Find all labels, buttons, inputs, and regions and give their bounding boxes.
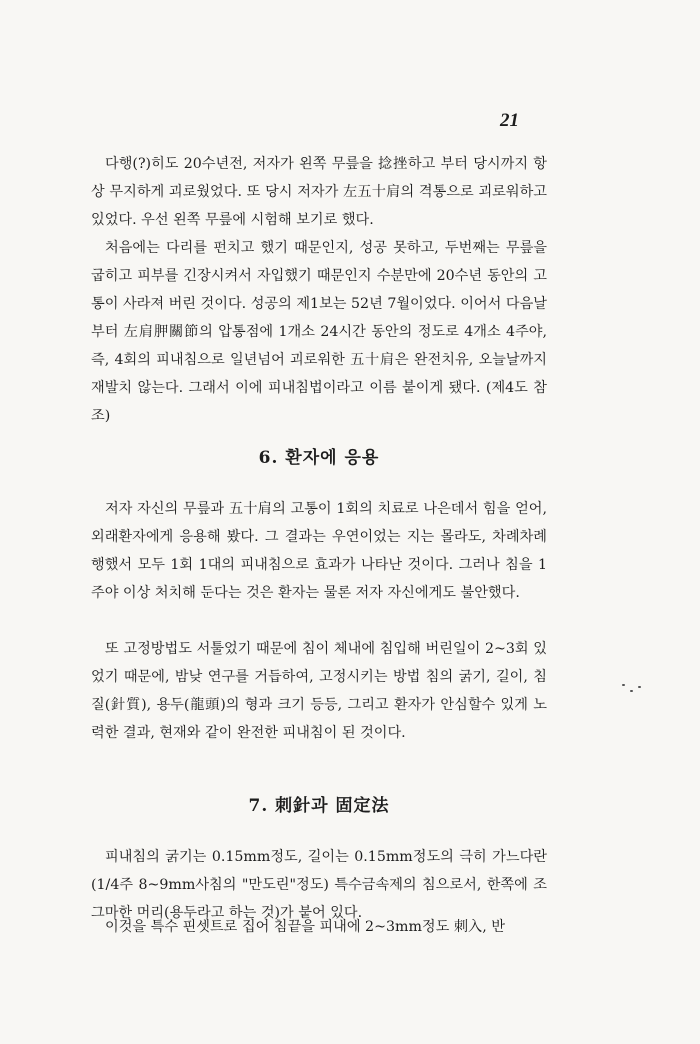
paragraph-text: 이것을 특수 핀셋트로 집어 침끝을 피내에 2~3mm정도 刺入, 반 [105,919,505,935]
paragraph-text: 처음에는 다리를 펀치고 했기 때문인지, 성공 못하고, 두번째는 무릎을 굽히고 피부를 긴장시켜서 자입했기 때문인지 수분만에 20수년 동안의 고통이 사라져 버린 것이다. 성공의 제1보는 52년 7월이었다. 이어서 다음날부터 左肩胛關節의 압통점에 1개소 24시간 동안의 정도로 4개소 4주야, 즉, 4회의 피내침으로 일년넘어 괴로워한 五十肩은 완전치유, 오늘날까지 재발치 않는다. 그래서 이에 피내침법이라고 이름 붙이게 됐다. (제4도 참조) [91,240,547,424]
page-number: 21 [500,110,519,131]
paragraph-text: 피내침의 굵기는 0.15mm정도, 길이는 0.15mm정도의 극히 가느다란 (1/4주 8~9mm사침의 "만도린"정도) 특수금속제의 침으로서, 한쪽에 조그마한 머리(용두라고 하는 것)가 붙어 있다. [91,849,547,921]
paragraph [91,150,547,234]
paragraph-text: 또 고정방법도 서툴었기 때문에 침이 체내에 침입해 버린일이 2~3회 있었기 때문에, 밤낮 연구를 거듭하여, 고정시키는 방법 침의 굵기, 길이, 침질(針質), 용두(龍頭)의 형과 크기 등등, 그리고 환자가 안심할수 있게 노력한 결과, 현재와 같이 완전한 피내침이 된 것이다. [91,641,547,741]
paragraph [91,495,547,607]
section-heading-7: 7. 刺針과 固定法 [248,796,390,816]
paragraph [91,234,547,430]
print-speck [630,690,633,692]
section-heading-6: 6. 환자에 응용 [258,448,380,468]
print-speck [638,686,641,688]
paragraph-text: 다행(?)히도 20수년전, 저자가 왼쪽 무릎을 捻挫하고 부터 당시까지 항상 무지하게 괴로웠었다. 또 당시 저자가 左五十肩의 격통으로 괴로워하고 있었다. 우선 왼쪽 무릎에 시험해 보기로 했다. [91,156,547,228]
paragraph-text: 저자 자신의 무릎과 五十肩의 고통이 1회의 치료로 나은데서 힘을 얻어, 외래환자에게 응용해 봤다. 그 결과는 우연이었는 지는 몰라도, 차례차례 행했서 모두 1회 1대의 피내침으로 효과가 나타난 것이다. 그러나 침을 1주야 이상 처치해 둔다는 것은 환자는 물론 저자 자신에게도 불안했다. [91,501,547,601]
paragraph [91,913,547,941]
paragraph [91,635,547,747]
print-speck [622,684,625,686]
